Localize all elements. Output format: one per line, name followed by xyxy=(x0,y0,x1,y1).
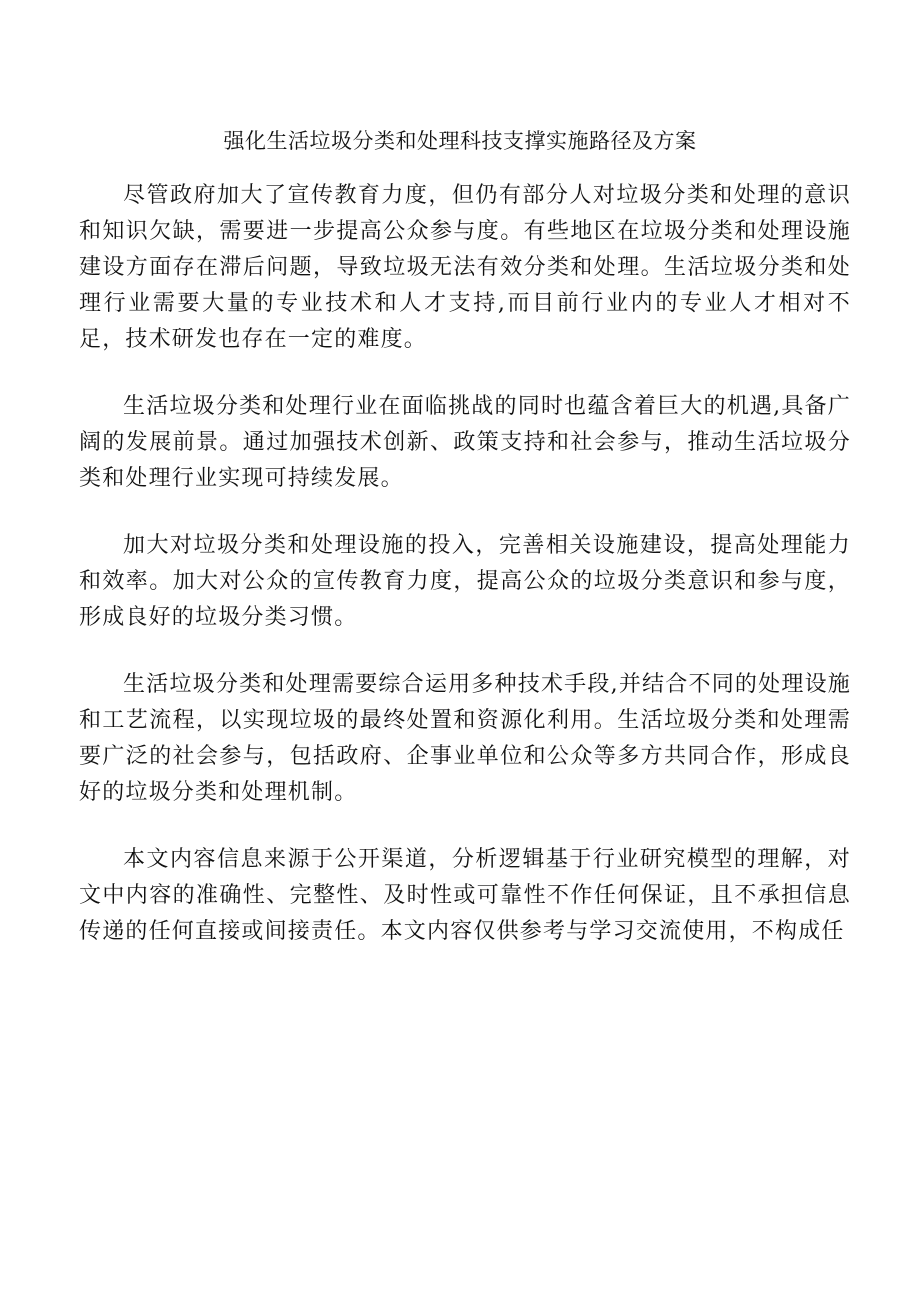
document-title: 强化生活垃圾分类和处理科技支撑实施路径及方案 xyxy=(223,129,697,153)
document-body xyxy=(79,178,851,981)
paragraph-2: 生活垃圾分类和处理行业在面临挑战的同时也蕴含着巨大的机遇,具备广阔的发展前景。通过加强技术创新、政策支持和社会参与，推动生活垃圾分类和处理行业实现可持续发展。 xyxy=(79,394,851,491)
paragraph-4: 生活垃圾分类和处理需要综合运用多种技术手段,并结合不同的处理设施和工艺流程，以实现垃圾的最终处置和资源化利用。生活垃圾分类和处理需要广泛的社会参与，包括政府、企事业单位和公众等多方共同合作，形成良好的垃圾分类和处理机制。 xyxy=(79,672,851,805)
paragraph-3: 加大对垃圾分类和处理设施的投入，完善相关设施建设，提高处理能力和效率。加大对公众的宣传教育力度，提高公众的垃圾分类意识和参与度，形成良好的垃圾分类习惯。 xyxy=(79,533,851,630)
paragraph-5: 本文内容信息来源于公开渠道，分析逻辑基于行业研究模型的理解，对文中内容的准确性、完整性、及时性或可靠性不作任何保证，且不承担信息传递的任何直接或间接责任。本文内容仅供参考与学习交流使用，不构成任 xyxy=(79,847,851,944)
paragraph-1: 尽管政府加大了宣传教育力度，但仍有部分人对垃圾分类和处理的意识和知识欠缺，需要进一步提高公众参与度。有些地区在垃圾分类和处理设施建设方面存在滞后问题，导致垃圾无法有效分类和处理。生活垃圾分类和处理行业需要大量的专业技术和人才支持,而目前行业内的专业人才相对不足，技术研发也存在一定的难度。 xyxy=(79,183,851,352)
